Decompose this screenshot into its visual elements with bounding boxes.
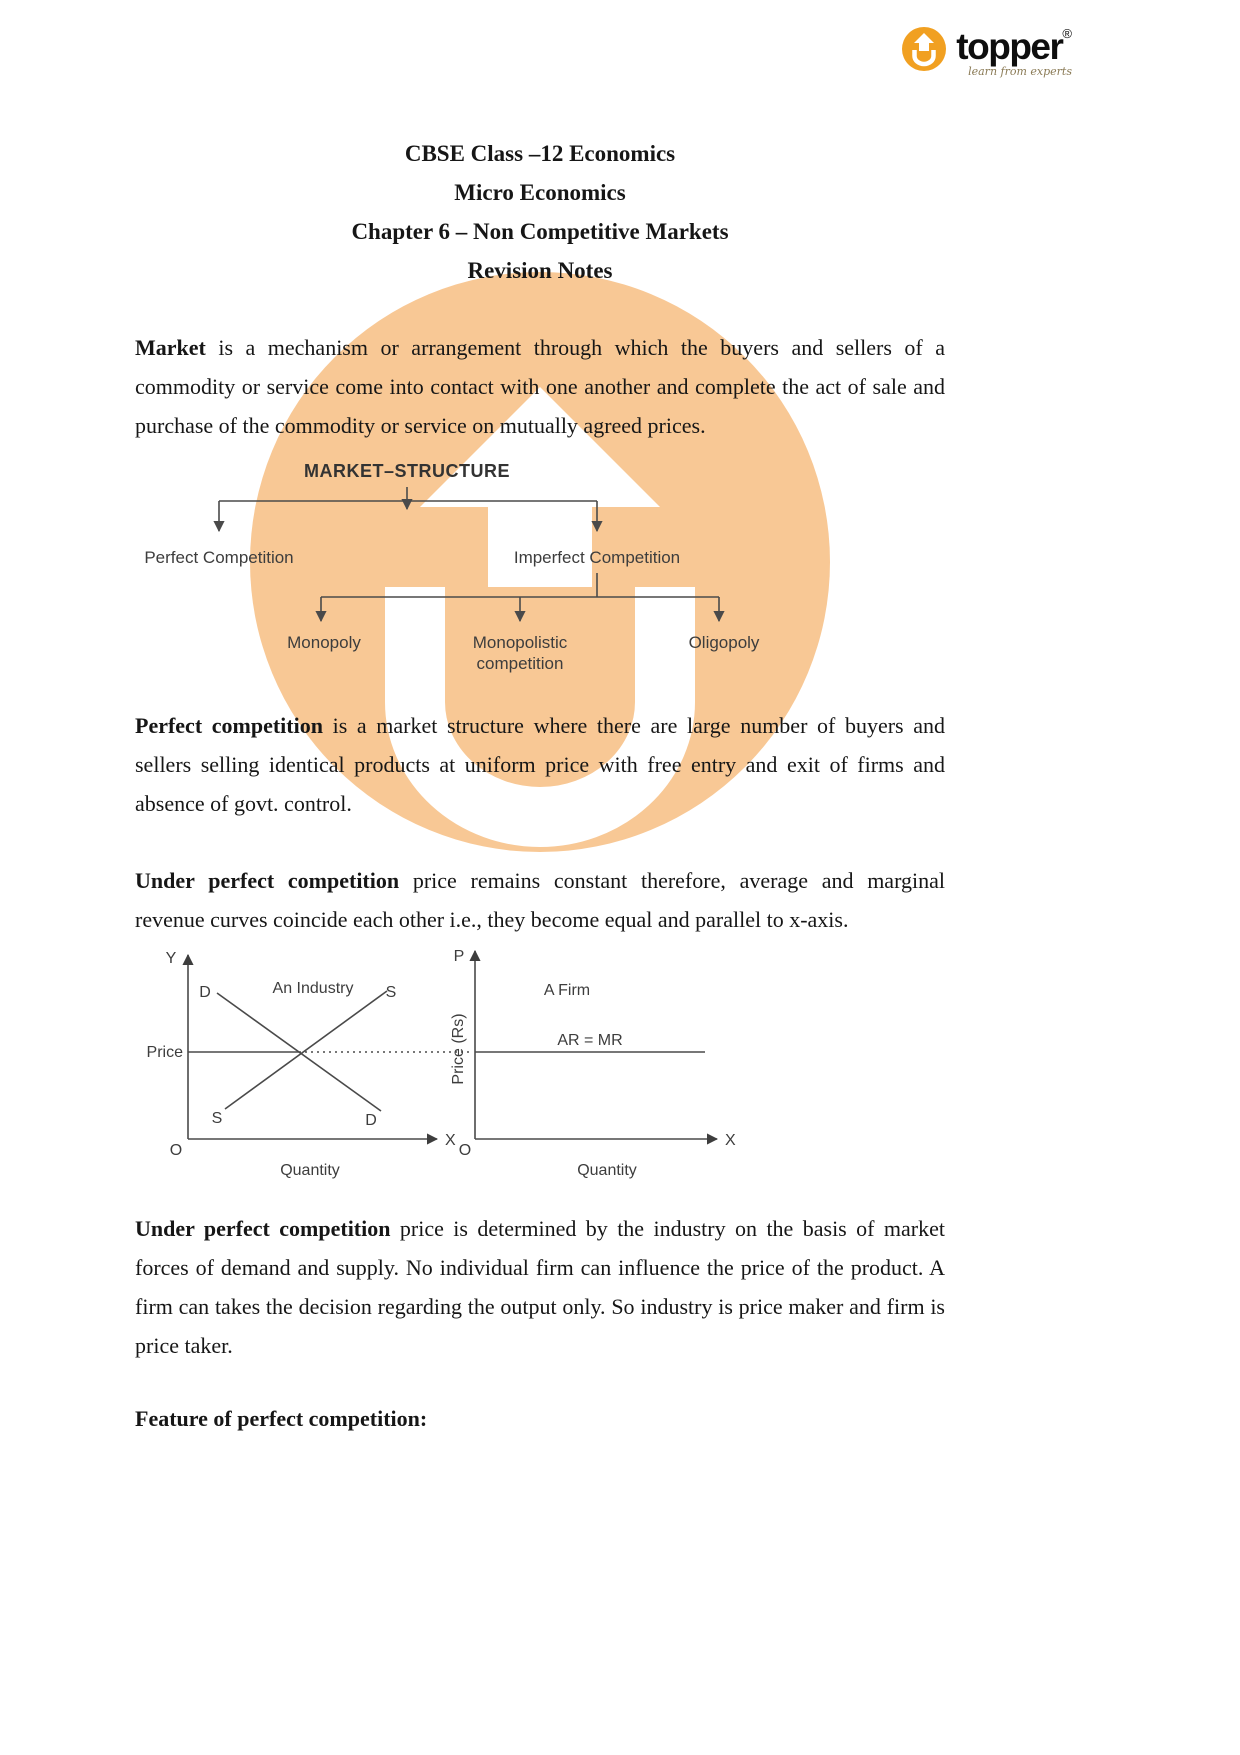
firm-ar-mr-label: AR = MR — [557, 1032, 623, 1049]
industry-demand-bottom-label: D — [365, 1112, 377, 1129]
flowchart-node-monopolistic-line2: competition — [476, 654, 564, 673]
flowchart-node-oligopoly: Oligopoly — [688, 633, 760, 652]
document-headings — [135, 134, 945, 290]
paragraph-market-lead: Market — [135, 335, 206, 360]
firm-quantity-label: Quantity — [577, 1162, 637, 1179]
paragraph-under-pc-2-lead: Under perfect competition — [135, 1216, 391, 1241]
flowchart-node-perfect-competition: Perfect Competition — [144, 548, 294, 567]
utopper-logo-icon — [901, 26, 947, 72]
paragraph-under-pc-2 — [135, 1209, 945, 1365]
firm-title: A Firm — [543, 982, 591, 999]
brand-logo — [901, 26, 1072, 78]
industry-supply-top-label: S — [385, 984, 397, 1001]
industry-price-label: Price — [146, 1044, 183, 1061]
firm-price-rs-label: Price (Rs) — [450, 1013, 467, 1085]
flowchart-node-monopoly: Monopoly — [287, 633, 361, 652]
heading-course: CBSE Class –12 Economics — [404, 141, 676, 166]
paragraph-under-pc-1-lead: Under perfect competition — [135, 868, 400, 893]
firm-origin-label: O — [458, 1142, 472, 1159]
registered-mark: ® — [1062, 26, 1072, 41]
feature-heading: Feature of perfect competition: — [135, 1406, 428, 1431]
firm-x-axis-label: X — [725, 1132, 736, 1149]
heading-subject: Micro Economics — [454, 180, 626, 205]
industry-origin-label: O — [169, 1142, 183, 1159]
heading-chapter: Chapter 6 – Non Competitive Markets — [351, 219, 729, 244]
flowchart-node-imperfect-competition: Imperfect Competition — [513, 548, 681, 567]
firm-p-axis-label: P — [453, 948, 465, 965]
flowchart-node-monopolistic-line1: Monopolistic — [472, 633, 568, 652]
paragraph-under-pc-1 — [135, 861, 945, 939]
paragraph-perfect-competition — [135, 706, 945, 823]
paragraph-perfect-competition-rest: is a market structure where there are large number of buyers and sellers selling identical products at uniform price with free entry and exit of firms and absence of govt. control. — [135, 713, 945, 816]
industry-quantity-label: Quantity — [280, 1162, 340, 1179]
industry-supply-curve — [225, 991, 387, 1109]
heading-notes-type: Revision Notes — [467, 258, 613, 283]
paragraph-perfect-competition-lead: Perfect competition — [135, 713, 323, 738]
industry-y-axis-label: Y — [165, 950, 177, 967]
market-structure-diagram — [135, 451, 955, 686]
flowchart-title: MARKET–STRUCTURE — [304, 461, 510, 481]
paragraph-under-pc-1-rest: price remains constant therefore, average and marginal revenue curves coincide each other i.e., they become equal and parallel to x-axis. — [135, 868, 945, 932]
paragraph-under-pc-2-rest: price is determined by the industry on the basis of market forces of demand and supply. No individual firm can influence the price of the product. A firm can takes the decision regarding the output only. So industry is price maker and firm is price taker. — [135, 1216, 945, 1358]
industry-title: An Industry — [272, 980, 354, 997]
industry-demand-top-label: D — [199, 984, 211, 1001]
paragraph-market-rest: is a mechanism or arrangement through which the buyers and sellers of a commodity or service come into contact with one another and complete the act of sale and purchase of the commodity or service on mutually agreed prices. — [135, 335, 945, 438]
industry-x-axis-label: X — [445, 1132, 456, 1149]
industry-supply-bottom-label: S — [211, 1110, 223, 1127]
brand-name: topper — [956, 26, 1063, 67]
document-content — [135, 134, 945, 1438]
paragraph-market — [135, 328, 945, 445]
industry-firm-graphs — [135, 939, 955, 1187]
brand-tagline: learn from experts — [968, 65, 1072, 78]
